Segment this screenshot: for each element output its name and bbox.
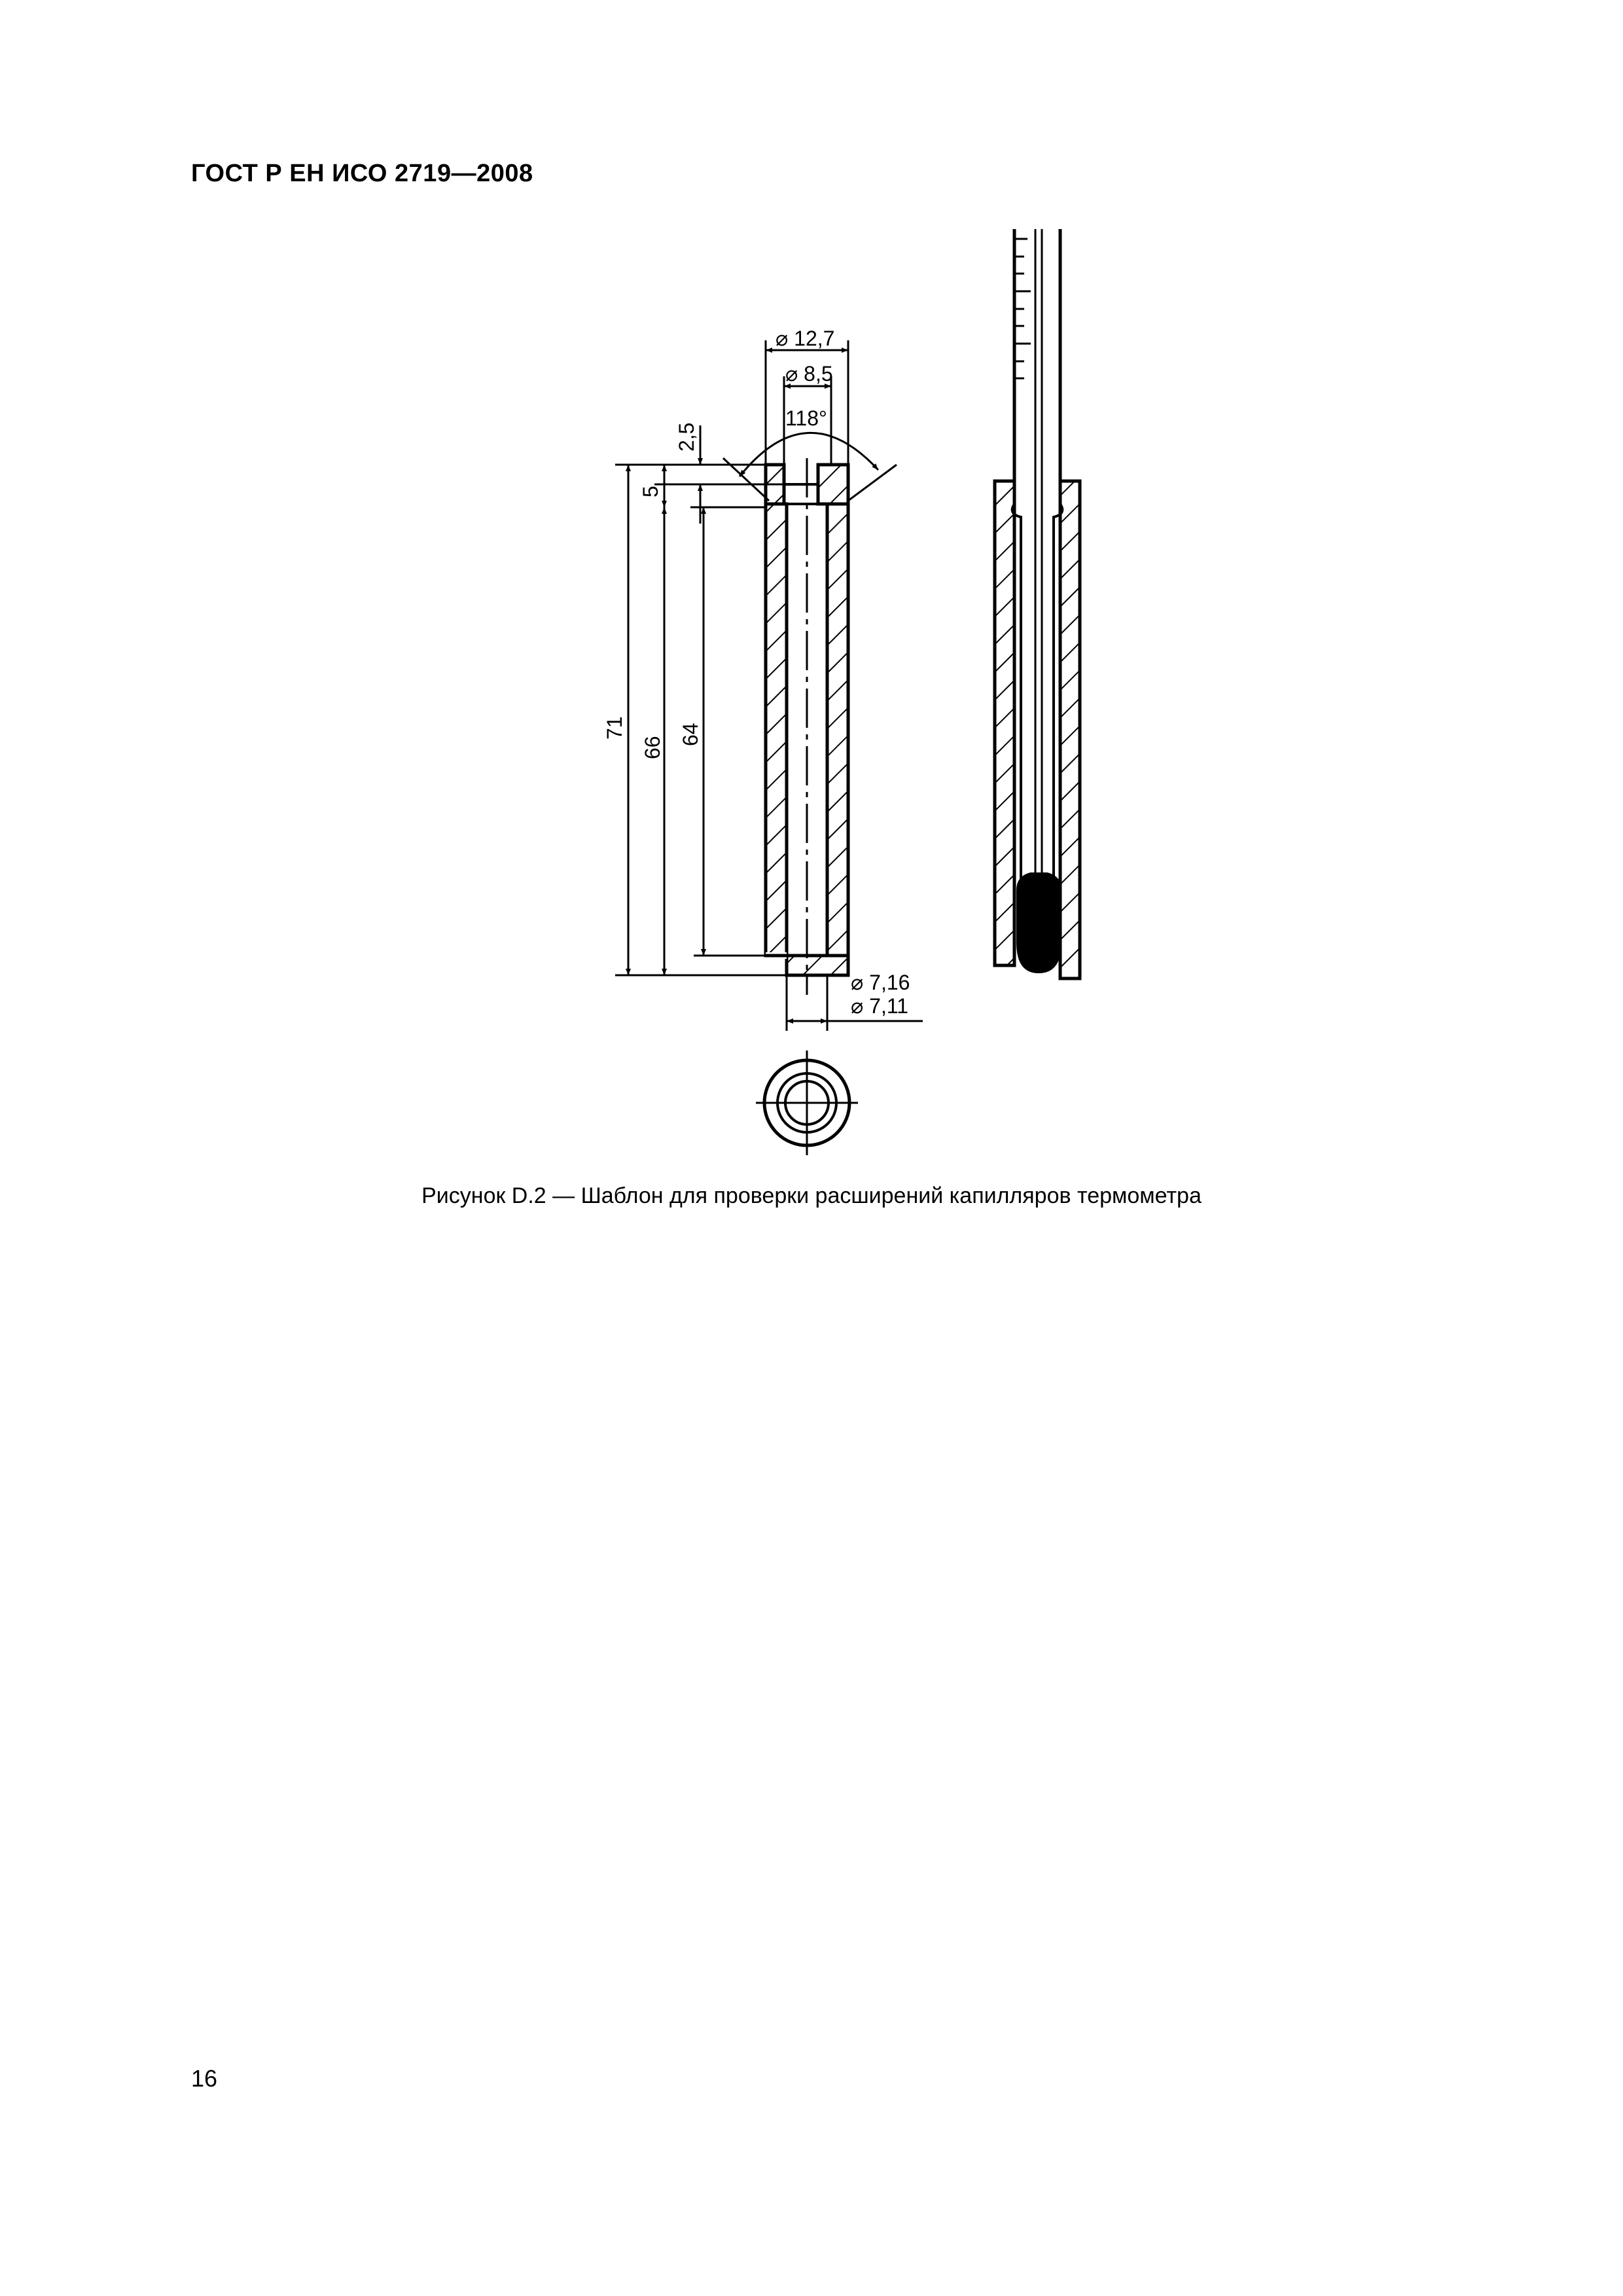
dim-7-11: ⌀ 7,11 xyxy=(851,994,909,1018)
thermometer-assembly xyxy=(995,229,1080,978)
dimension-labels xyxy=(603,327,910,1018)
dim-7-16: ⌀ 7,16 xyxy=(851,971,910,994)
template-section xyxy=(766,458,848,995)
dim-71: 71 xyxy=(603,716,626,740)
dim-64: 64 xyxy=(679,723,702,746)
left-wall xyxy=(766,504,787,956)
right-wall xyxy=(827,504,848,956)
top-counterbore-right xyxy=(818,465,848,504)
dim-2-5: 2,5 xyxy=(675,422,698,452)
dim-5: 5 xyxy=(639,486,662,497)
document-header: ГОСТ Р ЕН ИСО 2719—2008 xyxy=(191,160,533,187)
template-top-view xyxy=(756,1050,858,1155)
page-number: 16 xyxy=(191,2065,218,2092)
bottom-step xyxy=(787,956,848,975)
dim-bore-diameter: ⌀ 8,5 xyxy=(785,362,833,386)
dim-66: 66 xyxy=(641,736,664,759)
figure-caption: Рисунок D.2 — Шаблон для проверки расширений капилляров термометра xyxy=(421,1183,1202,1208)
dim-angle: 118° xyxy=(785,406,827,430)
dim-outer-diameter: ⌀ 12,7 xyxy=(776,327,835,350)
